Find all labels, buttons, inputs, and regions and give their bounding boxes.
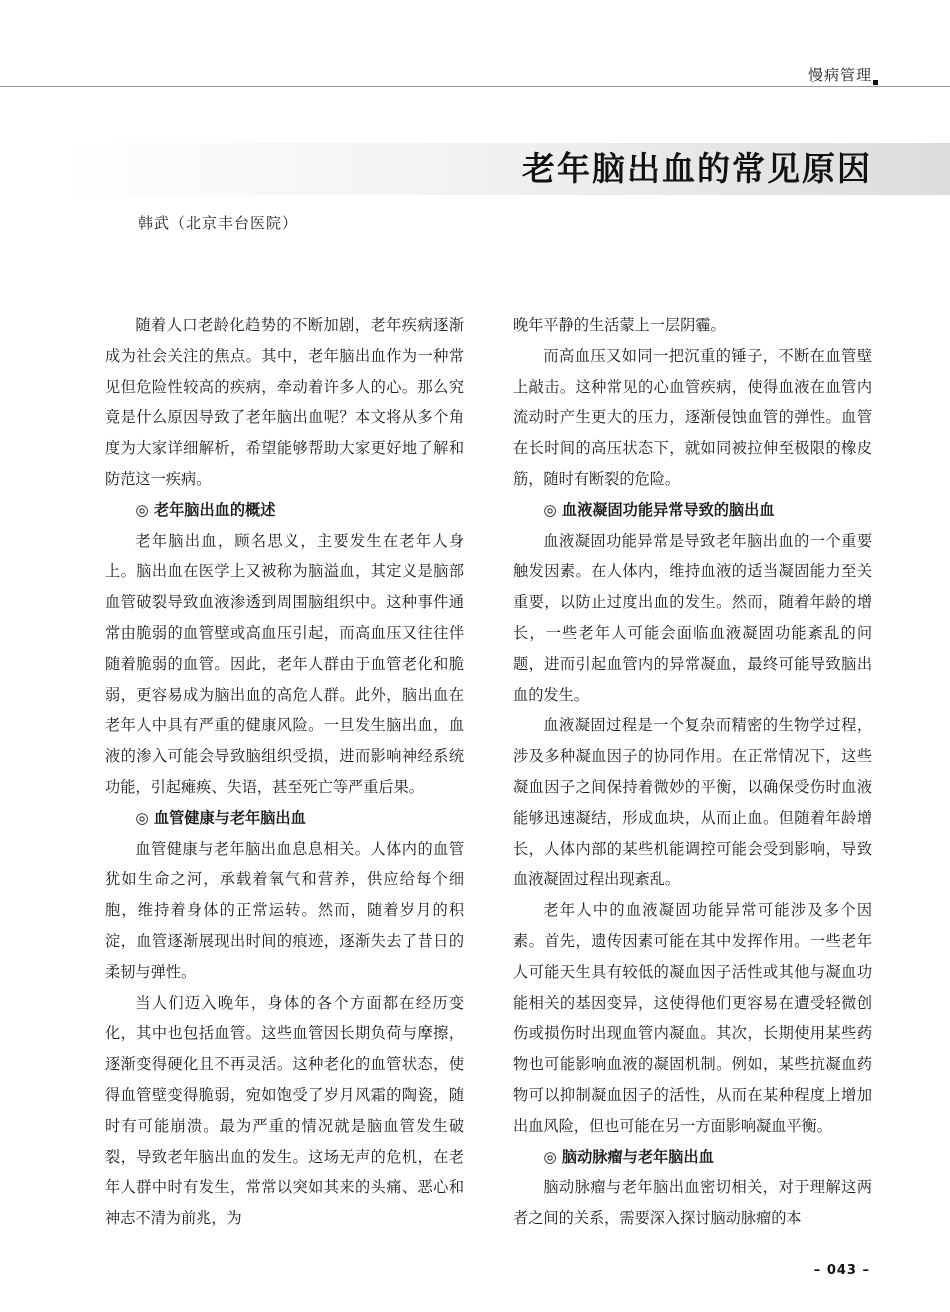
paragraph-continued: 晚年平静的生活蒙上一层阴霾。	[513, 316, 726, 334]
page-number: – 043 –	[813, 1263, 870, 1278]
paragraph-overview: 老年脑出血，顾名思义，主要发生在老年人身上。脑出血在医学上又被称为脑溢血，其定义是脑部血管破裂导致血液渗透到周围脑组织中。这种事件通常由脆弱的血管壁或高血压引起，而高血压又往往伴随着脆弱的血管。因此，老年人群由于血管老化和脆弱，更容易成为脑出血的高危人群。此外，脑出血在老年人中具有严重的健康风险。一旦发生脑出血，血液的渗入可能会导致脑组织受损，进而影响神经系统功能，引起瘫痪、失语，甚至死亡等严重后果。	[105, 531, 464, 796]
header-rule	[0, 86, 950, 87]
section-heading-coagulation: ◎ 血液凝固功能异常导致的脑出血	[543, 500, 775, 519]
section-heading-vascular: ◎ 血管健康与老年脑出血	[135, 808, 306, 827]
author-byline: 韩武（北京丰台医院）	[138, 214, 299, 232]
paragraph-vascular-1: 血管健康与老年脑出血息息相关。人体内的血管犹如生命之河，承载着氧气和营养，供应给每个细胞，维持着身体的正常运转。然而，随着岁月的积淀，血管逐渐展现出时间的痕迹，逐渐失去了昔日的柔韧与弹性。	[105, 839, 464, 981]
running-head-section: 慢病管理	[807, 66, 872, 84]
left-column	[105, 310, 464, 1234]
article-title: 老年脑出血的常见原因	[522, 149, 872, 188]
paragraph-intro: 随着人口老龄化趋势的不断加剧，老年疾病逐渐成为社会关注的焦点。其中，老年脑出血作为一种常见但危险性较高的疾病，牵动着许多人的心。那么究竟是什么原因导致了老年脑出血呢？本文将从多个角度为大家详细解析，希望能够帮助大家更好地了解和防范这一疾病。	[105, 316, 464, 488]
paragraph-coagulation-3: 老年人中的血液凝固功能异常可能涉及多个因素。首先，遗传因素可能在其中发挥作用。一些老年人可能天生具有较低的凝血因子活性或其他与凝血功能相关的基因变异，这使得他们更容易在遭受轻微创伤或损伤时出现血管内凝血。其次，长期使用某些药物也可能影响血液的凝固机制。例如，某些抗凝血药物可以抑制凝血因子的活性，从而在某种程度上增加出血风险，但也可能在另一方面影响凝血平衡。	[513, 901, 872, 1135]
right-column	[513, 310, 872, 1234]
paragraph-hypertension: 而高血压又如同一把沉重的锤子，不断在血管壁上敲击。这种常见的心血管疾病，使得血液在血管内流动时产生更大的压力，逐渐侵蚀血管的弹性。血管在长时间的高压状态下，就如同被拉伸至极限的橡皮筋，随时有断裂的危险。	[513, 346, 872, 488]
running-head-marker	[873, 80, 878, 85]
paragraph-vascular-2: 当人们迈入晚年，身体的各个方面都在经历变化，其中也包括血管。这些血管因长期负荷与摩擦，逐渐变得硬化且不再灵活。这种老化的血管状态，使得血管壁变得脆弱，宛如饱受了岁月风霜的陶瓷，随时有可能崩溃。最为严重的情况就是脑血管发生破裂，导致老年脑出血的发生。这场无声的危机，在老年人群中时有发生，常常以突如其来的头痛、恶心和神志不清为前兆，为	[105, 993, 464, 1228]
paragraph-aneurysm: 脑动脉瘤与老年脑出血密切相关，对于理解这两者之间的关系，需要深入探讨脑动脉瘤的本	[513, 1178, 872, 1228]
paragraph-coagulation-1: 血液凝固功能异常是导致老年脑出血的一个重要触发因素。在人体内，维持血液的适当凝固能力至关重要，以防止过度出血的发生。然而，随着年龄的增长，一些老年人可能会面临血液凝固功能紊乱的问题，进而引起血管内的异常凝血，最终可能导致脑出血的发生。	[513, 531, 872, 704]
paragraph-coagulation-2: 血液凝固过程是一个复杂而精密的生物学过程，涉及多种凝血因子的协同作用。在正常情况下，这些凝血因子之间保持着微妙的平衡，以确保受伤时血液能够迅速凝结，形成血块，从而止血。但随着年龄增长，人体内部的某些机能调控可能会受到影响，导致血液凝固过程出现紊乱。	[513, 716, 872, 889]
section-heading-overview: ◎ 老年脑出血的概述	[135, 500, 276, 519]
section-heading-aneurysm: ◎ 脑动脉瘤与老年脑出血	[543, 1147, 714, 1166]
